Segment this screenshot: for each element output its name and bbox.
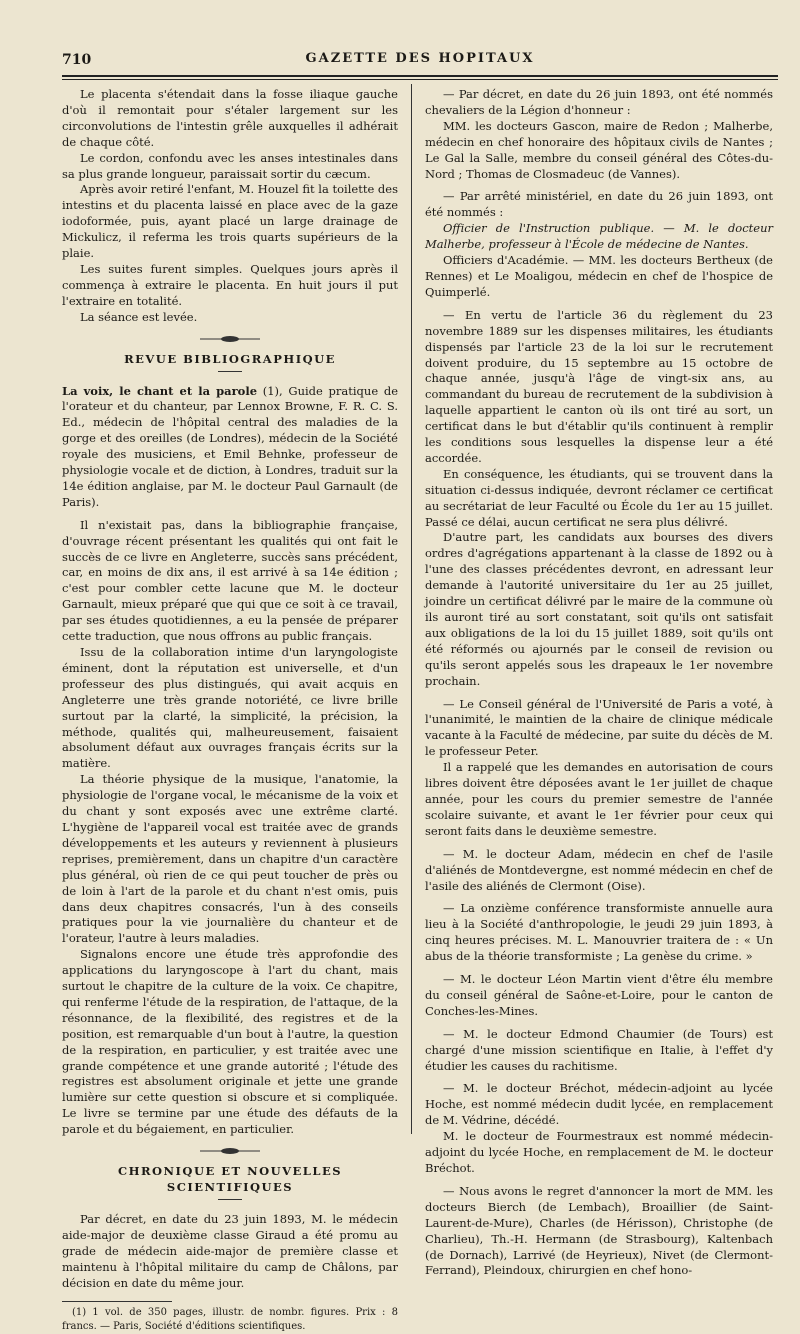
paragraph: Le placenta s'étendait dans la fosse iliaque gauche d'où il remontait pour s'étaler largement sur les circonvolutions de l'intestin grêle auxquelles il adhérait de chaque côté. [62, 87, 398, 149]
column-divider [411, 84, 412, 1134]
paragraph: — M. le docteur Bréchot, médecin-adjoint au lycée Hoche, est nommé médecin dudit lycée, en remplacement de M. Védrine, décédé. [425, 1081, 773, 1128]
book-entry [62, 384, 398, 511]
paragraph: En conséquence, les étudiants, qui se trouvent dans la situation ci-dessus indiquée, devront réclamer ce certificat au secrétariat de leur Faculté ou École du 1er au 15 juillet. Passé ce délai, aucun certificat ne sera plus délivré. [425, 466, 773, 529]
page-number: 710 [62, 52, 92, 68]
revue-title: REVUE BIBLIOGRAPHIQUE [124, 351, 336, 366]
paragraph: — Nous avons le regret d'annoncer la mort de MM. les docteurs Bierch (de Lembach), Broaillier (de Saint-Laurent-de-Mure), Charles (de Hérisson), Christophe (de Charlieu), Th.-H. Hermann (de Strasbourg), Kaltenbach (de Dornach), Larrivé (de Heyrieux), Nivet (de Clermont-Ferrand), Pleindoux, chirurgien en chef hono- [425, 1183, 773, 1278]
footnote-rule [62, 1301, 172, 1302]
paragraph: — Par décret, en date du 26 juin 1893, ont été nommés chevaliers de la Légion d'honneur : [425, 87, 773, 117]
paragraph: Signalons encore une étude très approfondie des applications du laryngoscope à l'art du chant, mais surtout le chapitre de la culture de la voix. Ce chapitre, qui renferme l'étude de la respiration, de l'attaque, de la résonnance, de la flexibilité, des registres et de la position, est remarquable d'un bout à l'autre, la question de la respiration, en particulier, y est traitée avec une grande compétence et une grande autorité ; l'étude des registres est absolument originale et jette une grande lumière sur cette question si obscure et si compliquée. Le livre se termine par une étude des défauts de la parole et du bégaiement, en particulier. [62, 947, 398, 1137]
paragraph: Il n'existait pas, dans la bibliographie française, d'ouvrage récent présentant les qualités qui ont fait le succès de ce livre en Angleterre, succès sans précédent, car, en moins de dix ans, il est arrivé à sa 14e édition ; c'est pour combler cette lacune que M. le docteur Garnault, mieux préparé que qui que ce soit à ce travail, par ses études quotidiennes, a eu la pensée de préparer cette traduction, que nous offrons au public français. [62, 517, 398, 644]
chronique-title: CHRONIQUE ET NOUVELLES SCIENTIFIQUES [117, 1164, 343, 1194]
section-ornament [62, 1144, 398, 1154]
paragraph: D'autre part, les candidats aux bourses des divers ordres d'agrégations appartenant à la classe de 1892 ou à l'une des classes précédentes devront, en adressant leur demande à l'autorité universitaire du 1er au 25 juillet, joindre un certificat délivré par le maire de la commune où ils auront tiré au sort constatant, soit qu'ils ont satisfait aux obligations de la loi du 15 juillet 1889, soit qu'ils ont été réformés ou ajournés par le conseil de revision ou qu'ils seront appelés sous les drapeaux le 1er novembre prochain. [425, 530, 773, 688]
paragraph: Les suites furent simples. Quelques jours après il commença à extraire le placenta. En huit jours il put l'extraire en totalité. [62, 261, 398, 308]
paragraph: — La onzième conférence transformiste annuelle aura lieu à la Société d'anthropologie, le jeudi 29 juin 1893, à cinq heures précises. M. L. Manouvrier traitera de : « Un abus de la théorie transformiste ; La genèse du crime. » [425, 901, 773, 964]
ornament-icon [200, 1147, 260, 1155]
paragraph: M. le docteur de Fourmestraux est nommé médecin-adjoint du lycée Hoche, en remplacement de M. le docteur Bréchot. [425, 1129, 773, 1175]
paragraph: La théorie physique de la musique, l'anatomie, la physiologie de l'organe vocal, le mécanisme de la voix et du chant y sont exposés avec une extrême clarté. L'hygiène de l'appareil vocal est traitée avec de grands développements et les auteurs y reviennent à plusieurs reprises, premièrement, dans un chapitre d'un caractère plus général, où rien de ce qui peut toucher de près ou de loin à l'art de la parole et du chant n'est omis, puis dans deux chapitres consacrés, l'un à des conseils pratiques pour la vie journalière du chanteur et de l'orateur, l'autre à leurs maladies. [62, 772, 398, 946]
paragraph: La séance est levée. [80, 309, 198, 324]
paragraph: — M. le docteur Edmond Chaumier (de Tours) est chargé d'une mission scientifique en Italie, à l'effet d'y étudier les causes du rachitisme. [425, 1026, 773, 1073]
paragraph: — Le Conseil général de l'Université de Paris a voté, à l'unanimité, le maintien de la chaire de clinique médicale vacante à la Faculté de médecine, par suite du décès de M. le professeur Peter. [425, 696, 773, 759]
paragraph: Issu de la collaboration intime d'un laryngologiste éminent, dont la réputation est universelle, et d'un professeur des plus distingués, qui avait acquis en Angleterre une très grande notoriété, ce livre brille surtout par la clarté, la simplicité, la précision, la méthode, qualités qui, malheureusement, faisaient absolument défaut aux ouvrages français écrits sur la matière. [62, 645, 398, 771]
book-details: (1), Guide pratique de l'orateur et du chanteur, par Lennox Browne, F. R. C. S. Ed., médecin de l'hôpital central des maladies de la gorge et des oreilles (de Londres), médecin de la Société royale des musiciens, et Emil Behnke, professeur de physiologie vocale et de diction, à Londres, traduit sur la 14e édition anglaise, par M. le docteur Paul Garnault (de Paris). [62, 383, 399, 509]
paragraph: Après avoir retiré l'enfant, M. Houzel fit la toilette des intestins et du placenta laissé en place avec de la gaze iodoformée, puis, ayant placé un large drainage de Mickulicz, il referma les trois quarts supérieurs de la plaie. [62, 182, 398, 261]
footnote: (1) 1 vol. de 350 pages, illustr. de nombr. figures. Prix : 8 francs. — Paris, Société d'éditions scientifiques. [62, 1307, 398, 1333]
paragraph: Officier de l'Instruction publique. — M. le docteur Malherbe, professeur à l'École de médecine de Nantes. [425, 221, 773, 252]
paragraph: — Par arrêté ministériel, en date du 26 juin 1893, ont été nommés : [425, 189, 773, 220]
title-rule [218, 371, 242, 372]
ornament-icon [200, 335, 260, 343]
paragraph: — M. le docteur Adam, médecin en chef de l'asile d'aliénés de Montdevergne, est nommé médecin en chef de l'asile des aliénés de Clermont (Oise). [425, 846, 773, 893]
paragraph: Il a rappelé que les demandes en autorisation de cours libres doivent être déposées avant le 1er juillet de chaque année, pour les cours du premier semestre de l'année scolaire suivante, et avant le 1er février pour ceux qui seront faits dans le deuxième semestre. [425, 760, 773, 838]
paragraph: Le cordon, confondu avec les anses intestinales dans sa plus grande longueur, paraissait sortir du cæcum. [62, 150, 398, 181]
title-rule [218, 1199, 242, 1200]
header-rule [62, 75, 778, 80]
paragraph: — En vertu de l'article 36 du règlement du 23 novembre 1889 sur les dispenses militaires, les étudiants dispensés par l'article 23 de la loi sur le recrutement doivent produire, du 15 septembre au 15 octobre de chaque année, jusqu'à l'âge de vingt-six ans, au commandant du bureau de recrutement de la subdivision à laquelle appartient le canton où ils ont tiré au sort, un certificat dans le but d'établir qu'ils continuent à remplir les conditions sous lesquelles la dispense leur a été accordée. [425, 307, 773, 465]
paragraph: Par décret, en date du 23 juin 1893, M. le médecin aide-major de deuxième classe Giraud a été promu au grade de médecin aide-major de première classe et maintenu à l'hôpital militaire du camp de Châlons, par décision en date du même jour. [62, 1211, 398, 1290]
paragraph: — M. le docteur Léon Martin vient d'être élu membre du conseil général de Saône-et-Loire, pour le canton de Conches-les-Mines. [425, 972, 773, 1018]
paragraph: MM. les docteurs Gascon, maire de Redon ; Malherbe, médecin en chef honoraire des hôpitaux civils de Nantes ; Le Gal la Salle, membre du conseil général des Côtes-du-Nord ; Thomas de Closmadeuc (de Vannes). [425, 118, 773, 181]
section-ornament [62, 332, 398, 342]
right-column [425, 87, 773, 1279]
left-column [62, 87, 398, 1334]
journal-title: GAZETTE DES HOPITAUX [305, 51, 535, 66]
paragraph: Officiers d'Académie. — MM. les docteurs Bertheux (de Rennes) et Le Moaligou, médecin en chef de l'hospice de Quimperlé. [425, 253, 773, 299]
book-title: La voix, le chant et la parole [62, 383, 258, 398]
page-header [62, 50, 778, 72]
